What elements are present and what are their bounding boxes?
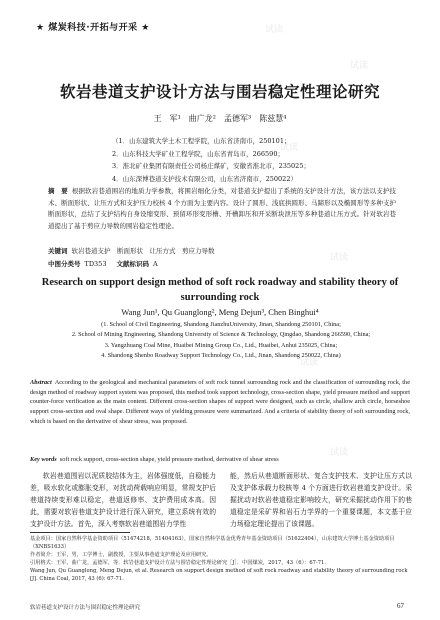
keywords-cn <box>48 246 215 255</box>
footnote-author: 作者简介：王军，男，工学博士，副教授，主要从事巷道支护理论及应用研究。 <box>30 552 212 558</box>
keywords-cn-text: 软岩巷道支护 断面形状 让压方式 剪应力导数 <box>71 247 215 255</box>
watermark: 试读 <box>330 448 349 458</box>
abstract-cn <box>48 186 396 232</box>
watermark: 试读 <box>280 143 299 153</box>
doc-code-value: A <box>152 260 158 268</box>
abstract-en-label: Abstract <box>30 379 52 386</box>
keywords-en <box>30 456 410 463</box>
class-number-label: 中图分类号 <box>48 260 81 268</box>
paper-title-en: Research on support design method of soft rock roadway and stability theory of surrounding rock <box>41 277 399 303</box>
affiliation-en: (1. School of Civil Engineering, Shandong JianzhuUniversity, Jinan, Shandong 250101, China; <box>101 321 341 328</box>
affiliations-cn <box>112 135 310 185</box>
footnote-divider <box>30 532 130 533</box>
body-text-right: 能，然后从巷道断面形状、复合支护技术、支护让压方式以及支护体承载力校核等 4 个方面进行软岩巷道支护设计。采掘扰动对软岩巷道稳定影响较大，研究采掘扰动作用下的巷道稳定是采矿界和岩石力学界的一个重要课题，本文基于应力场稳定理论提出了该课题。 <box>230 472 412 528</box>
abstract-cn-text: 根据软岩巷道围岩的地质力学参数，将围岩细化分类，对巷道支护提出了系统的支护设计方法，该方法以支护技术、断面形状、让压方式和支护压力校核 4 个方面为主要内容。设计了圆形、浅底拱圆形、马蹄形以及椭圆形等多种支护断面形状，总结了支护结构自身设缩变形、预留环形变形槽、开槽卸压和开采断块泄压等多种巷道让压方式。针对软岩巷道提出了基于剪应力导数的围岩稳定性理论。 <box>48 187 397 230</box>
affiliation-cn: 4．山东深博巷道支护技术有限公司，山东省济南市，250022） <box>112 174 297 183</box>
page-number: 67 <box>397 602 404 610</box>
affiliation-en: 3. Yangzhuang Coal Mine, Huaibei Mining Group Co., Ltd., Huaibei, Anhui 235025, China; <box>104 341 338 349</box>
authors-cn: 王 军¹ 曲广龙² 孟德军³ 陈兹慧⁴ <box>153 114 287 123</box>
footnotes <box>30 535 410 583</box>
doc-code-label: 文献标识码 <box>116 260 149 268</box>
footnote-citation-cn: 引用格式：王军，曲广龙，孟德军，等．软岩巷道支护设计方法与围岩稳定性理论研究［J］．中国煤炭，2017，43（6）：67-71． <box>30 560 330 566</box>
running-footer: 软岩巷道支护设计方法与围岩稳定性理论研究 <box>30 605 141 611</box>
body-text-left: 软岩巷道围岩以泥质胶结体为主，岩体强度低，自稳能力差，吸水软化或膨胀变形，对扰动荷载响应明显，常规支护后巷道持续变形难以稳定，巷道返修率、支护费用成本高。因此，需要对软岩巷道支护设计进行深入研究，建立系统有效的支护设计方法。首先，深入考察软岩巷道围岩力学性 <box>30 472 216 528</box>
authors-en: Wang Jun¹, Qu Guanglong², Meng Dejun³, Chen Binghui⁴ <box>121 307 319 317</box>
footnote-citation-en: Wang Jun, Qu Guanglong, Meng Dejun, et al. Research on support design method of soft rock roadway and stability theory of surrounding rock [J]. China Coal, 2017, 43 (6): 67-71. <box>30 568 408 582</box>
keywords-en-text: soft rock support, cross-section shape, yield pressure method, derivative of shear stress <box>59 456 279 463</box>
keywords-cn-label: 关键词 <box>48 247 68 255</box>
classification-cn <box>48 259 158 268</box>
affiliations-en <box>16 320 426 361</box>
watermark: 试读 <box>265 25 284 35</box>
watermark: 试读 <box>300 358 319 368</box>
affiliation-cn: 3．淮北矿业集团有限责任公司杨庄煤矿，安徽省淮北市，235025； <box>112 162 310 171</box>
affiliation-en: 4. Shandong Shenbo Roadway Support Technology Co., Ltd., Jinan, Shandong 250022, China) <box>101 351 341 359</box>
class-number-value: TD353 <box>84 260 107 268</box>
abstract-en <box>30 378 410 427</box>
abstract-cn-label: 摘 要 <box>48 187 68 195</box>
affiliation-cn: 2．山东科技大学矿业工程学院，山东省青岛市，266590； <box>112 149 284 158</box>
abstract-en-text: According to the geological and mechanical parameters of soft rock tunnel surrounding rock and the classification of surrounding rock, the design method of roadway support system was proposed, this method took support technology, cross-section shape, yield pressure method and support counter-force verification as the main content. Different cross-section shapes of support were designed, such as circle, shallow arch circle, horseshoe support cross-section and oval shape. Different ways of yielding pressure were summarized. And a criteria of stability theory of soft surrounding rock, which is based on the derivative of shear stress, was proposed. <box>30 379 410 425</box>
watermark: 试读 <box>350 61 369 71</box>
journal-section-header: ★ 煤炭科技·开拓与开采 ★ <box>36 23 150 33</box>
affiliation-en: 2. School of Mining Engineering, Shandong University of Science & Technology, Qingdao, Shandong 266590, China; <box>71 331 371 339</box>
affiliation-cn: （1．山东建筑大学土木工程学院，山东省济南市，250101； <box>112 137 291 145</box>
footnote-funding: 基金项目：国家自然科学基金资助项目（51474218，51404163），国家自然科学基金优秀青年基金资助项目（51622404），山东建筑大学博士基金资助项目（XNBS1633） <box>30 536 395 550</box>
paper-title-cn: 软岩巷道支护设计方法与围岩稳定性理论研究 <box>59 83 380 101</box>
keywords-en-label: Key words <box>30 456 57 463</box>
watermark: 试读 <box>330 253 349 263</box>
